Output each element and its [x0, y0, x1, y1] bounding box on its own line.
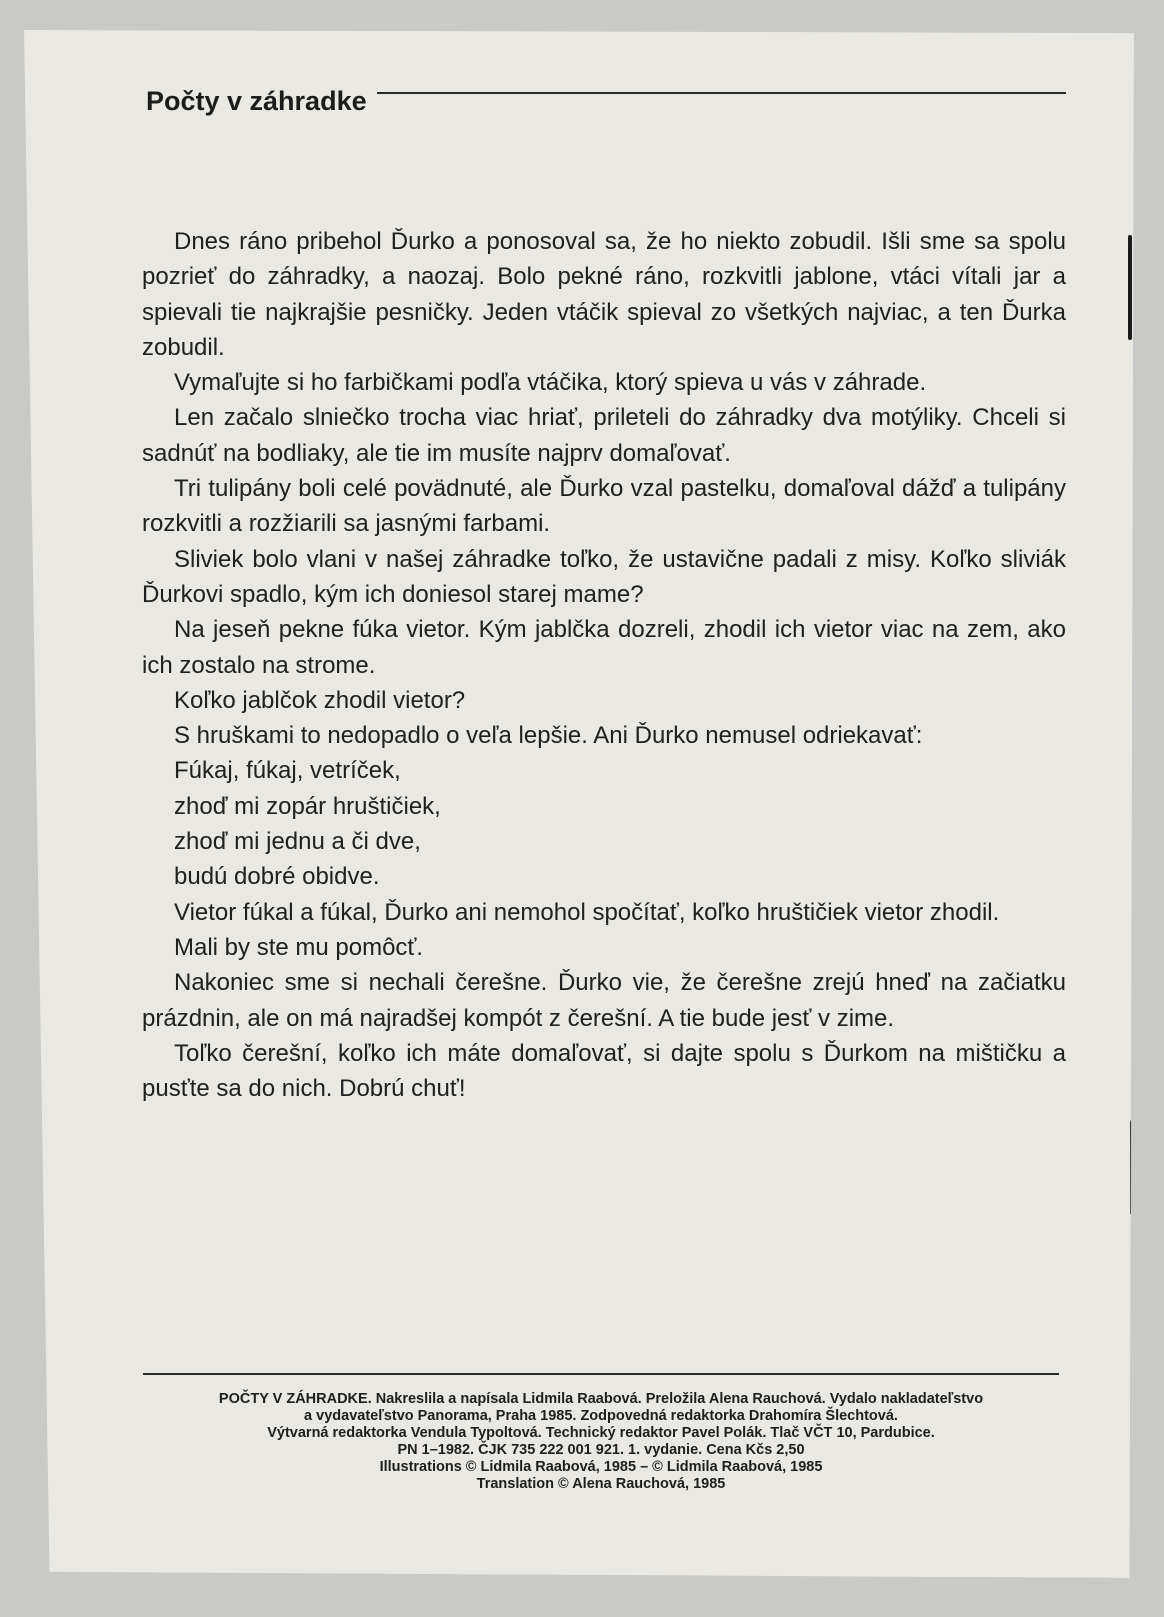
paragraph: Vymaľujte si ho farbičkami podľa vtáčika, ktorý spieva u vás v záhrade.	[174, 369, 927, 397]
colophon-line: Illustrations © Lidmila Raabová, 1985 – © Lidmila Raabová, 1985	[379, 1459, 823, 1475]
staple-mark-top	[1128, 235, 1132, 340]
paragraph: Koľko jablčok zhodil vietor?	[174, 686, 466, 714]
paragraph: Toľko čerešní, koľko ich máte domaľovať, si dajte spolu s Ďurkom na mištičku a pusťte sa do nich. Dobrú chuť!	[142, 1039, 1066, 1103]
title-rule	[377, 92, 1066, 94]
paragraph: Nakoniec sme si nechali čerešne. Ďurko vie, že čerešne zrejú hneď na začiatku prázdnin, ale on má najradšej kompót z čerešní. A tie bude jesť v zime.	[142, 969, 1066, 1032]
paragraph: S hruškami to nedopadlo o veľa lepšie. Ani Ďurko nemusel odriekavať:	[174, 722, 923, 750]
footer-rule	[143, 1373, 1059, 1375]
colophon	[143, 1391, 1059, 1493]
story-text	[142, 224, 1066, 1106]
poem-line: zhoď mi jednu a či dve,	[174, 828, 421, 856]
page-title: Počty v záhradke	[146, 86, 367, 116]
paragraph: Len začalo slniečko trocha viac hriať, prileteli do záhradky dva motýliky. Chceli si sadnúť na bodliaky, ale tie im musíte najprv domaľovať.	[142, 404, 1066, 467]
colophon-line: POČTY V ZÁHRADKE. Nakreslila a napísala Lidmila Raabová. Preložila Alena Rauchová. Vydalo nakladateľstvo	[218, 1391, 984, 1407]
paragraph: Sliviek bolo vlani v našej záhradke toľko, že ustavične padali z misy. Koľko sliviák Ďurkovi spadlo, kým ich doniesol starej mame?	[142, 545, 1066, 608]
staple-mark-bottom	[1130, 1120, 1134, 1215]
poem-line: zhoď mi zopár hruštičiek,	[174, 792, 441, 820]
paragraph: Na jeseň pekne fúka vietor. Kým jablčka dozreli, zhodil ich vietor viac na zem, ako ich zostalo na strome.	[142, 616, 1066, 679]
paragraph: Mali by ste mu pomôcť.	[174, 933, 424, 961]
colophon-line: a vydavateľstvo Panorama, Praha 1985. Zodpovedná redaktorka Drahomíra Šlechtová.	[304, 1408, 898, 1424]
poem-line: budú dobré obidve.	[174, 863, 380, 891]
title-row	[146, 86, 1066, 117]
colophon-line: PN 1–1982. ČJK 735 222 001 921. 1. vydanie. Cena Kčs 2,50	[397, 1442, 805, 1458]
poem	[142, 753, 1066, 894]
colophon-line: Výtvarná redaktorka Vendula Typoltová. Technický redaktor Pavel Polák. Tlač VČT 10, Pardubice.	[267, 1425, 935, 1441]
colophon-line: Translation © Alena Rauchová, 1985	[476, 1476, 726, 1492]
paragraph: Tri tulipány boli celé povädnuté, ale Ďurko vzal pastelku, domaľoval dážď a tulipány rozkvitli a rozžiarili sa jasnými farbami.	[142, 475, 1066, 538]
poem-line: Fúkaj, fúkaj, vetríček,	[174, 757, 401, 785]
paragraph: Dnes ráno pribehol Ďurko a ponosoval sa, že ho niekto zobudil. Išli sme sa spolu pozrieť do záhradky, a naozaj. Bolo pekné ráno, rozkvitli jablone, vtáci vítali jar a spievali tie najkrajšie pesničky. Jeden vtáčik spieval zo všetkých najviac, a ten Ďurka zobudil.	[142, 228, 1066, 361]
paragraph: Vietor fúkal a fúkal, Ďurko ani nemohol spočítať, koľko hruštičiek vietor zhodil.	[174, 898, 1000, 926]
